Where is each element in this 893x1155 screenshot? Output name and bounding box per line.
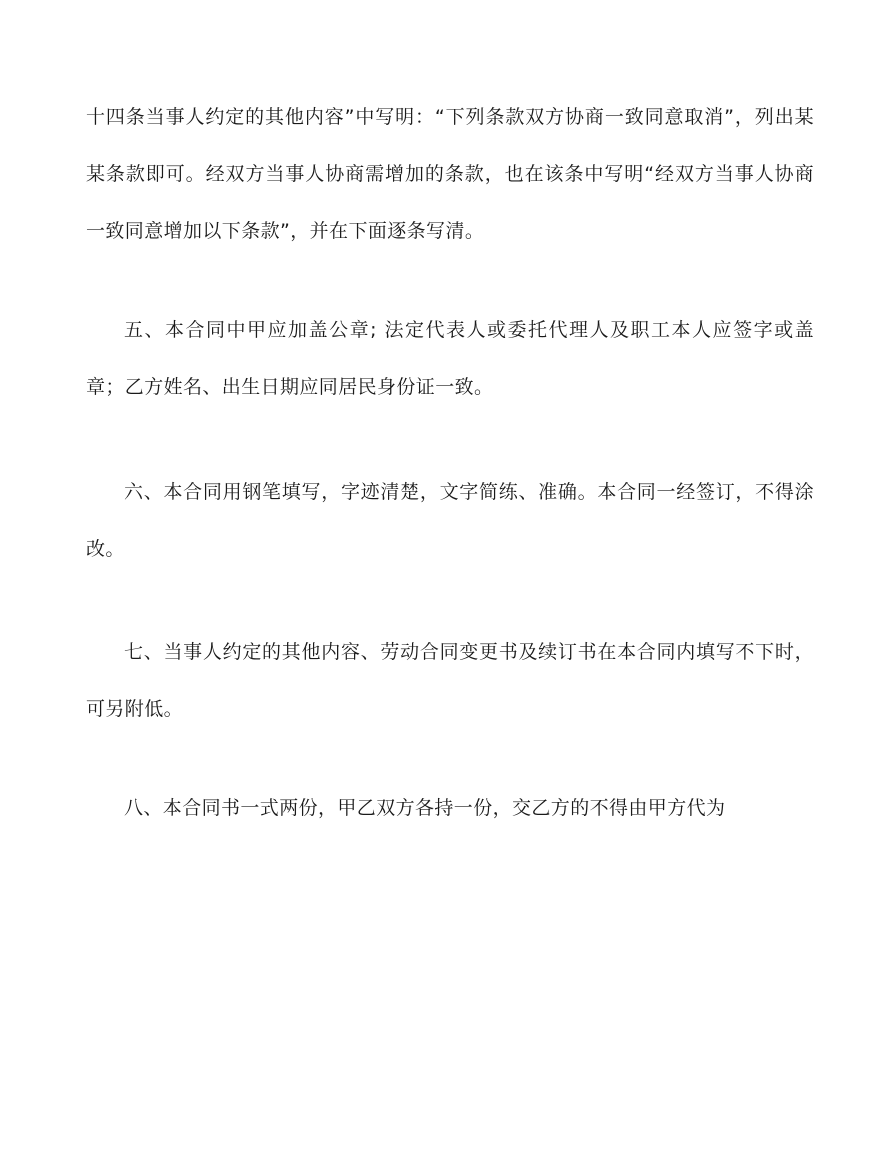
paragraph-item-7: 七、当事人约定的其他内容、劳动合同变更书及续订书在本合同内填写不下时，可另附低。 (86, 641, 814, 720)
paragraph-item-5: 五、本合同中甲应加盖公章; 法定代表人或委托代理人及职工本人应签字或盖章；乙方姓名、出生日期应同居民身份证一致。 (86, 319, 814, 398)
paragraph-item-8: 八、本合同书一式两份，甲乙双方各持一份，交乙方的不得由甲方代为 (124, 797, 726, 819)
paragraph-item-6: 六、本合同用钢笔填写，字迹清楚，文字简练、准确。本合同一经签订，不得涂改。 (86, 481, 814, 560)
paragraph-clause-14-continuation: 十四条当事人约定的其他内容”中写明：“下列条款双方协商一致同意取消”，列出某某条款即可。经双方当事人协商需增加的条款，也在该条中写明“经双方当事人协商一致同意增加以下条款”，并在下面逐条写清。 (86, 106, 814, 242)
